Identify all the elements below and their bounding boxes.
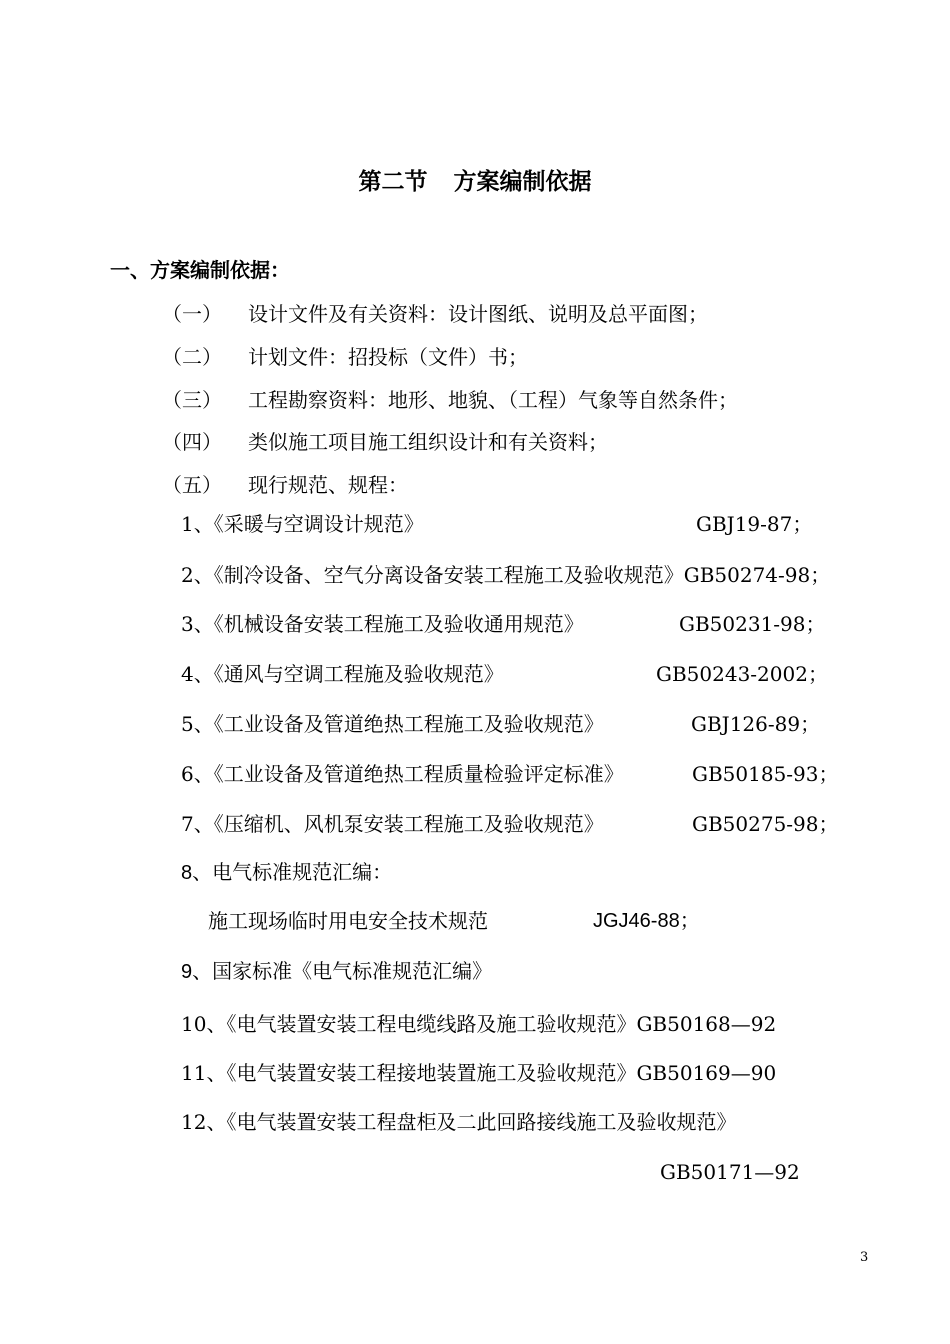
sub-item-number: （二） xyxy=(162,345,222,369)
standard-name: 1、《采暖与空调设计规范》 xyxy=(181,512,424,536)
section-number: 第二节 xyxy=(358,168,428,195)
sub-item-number: （一） xyxy=(162,302,222,326)
sub-item-text: 计划文件：招投标（文件）书； xyxy=(248,345,528,369)
sub-item-number: （五） xyxy=(162,473,222,497)
standard-name: 2、《制冷设备、空气分离设备安装工程施工及验收规范》GB50274-98； xyxy=(181,563,831,587)
standard-code: GB50231-98； xyxy=(679,612,826,636)
standard-name: 6、《工业设备及管道绝热工程质量检验评定标准》 xyxy=(181,762,624,786)
standard-code: GBJ126-89； xyxy=(691,712,821,736)
standard-item-5 xyxy=(181,712,821,736)
sub-item-number: （四） xyxy=(162,430,222,454)
sub-item-text: 设计文件及有关资料：设计图纸、说明及总平面图； xyxy=(248,302,708,326)
sub-item-number: （三） xyxy=(162,388,222,412)
standard-name: 施工现场临时用电安全技术规范 xyxy=(208,909,488,933)
section-title xyxy=(0,170,950,194)
standard-item-2 xyxy=(181,563,830,587)
standard-item-1 xyxy=(181,512,813,536)
section-name: 方案编制依据 xyxy=(453,168,592,195)
heading-basis: 一、方案编制依据： xyxy=(110,260,290,282)
standard-name: 4、《通风与空调工程施及验收规范》 xyxy=(181,662,504,686)
standard-item-10: 10、《电气装置安装工程电缆线路及施工验收规范》GB50168—92 xyxy=(181,1012,777,1036)
sub-item-text: 类似施工项目施工组织设计和有关资料； xyxy=(248,430,608,454)
standard-code: JGJ46-88； xyxy=(593,910,700,932)
standard-code: GBJ19-87； xyxy=(696,512,813,536)
standard-item-3 xyxy=(181,612,826,636)
standard-name: 5、《工业设备及管道绝热工程施工及验收规范》 xyxy=(181,712,604,736)
standard-item-8-sub xyxy=(208,909,700,933)
standard-item-4 xyxy=(181,662,828,686)
sub-item-text: 现行规范、规程： xyxy=(248,473,408,497)
electrical-standards-header: 8、电气标准规范汇编： xyxy=(181,862,393,884)
standard-item-11: 11、《电气装置安装工程接地装置施工及验收规范》GB50169—90 xyxy=(181,1061,777,1085)
standard-item-7 xyxy=(181,812,839,836)
standard-code: GB50275-98； xyxy=(692,812,839,836)
standard-item-12: 12、《电气装置安装工程盘柜及二此回路接线施工及验收规范》 xyxy=(181,1110,737,1134)
page-number: 3 xyxy=(860,1250,869,1265)
sub-item-text: 工程勘察资料：地形、地貌、（工程）气象等自然条件； xyxy=(248,388,738,412)
standard-name: 3、《机械设备安装工程施工及验收通用规范》 xyxy=(181,612,584,636)
standard-item-6 xyxy=(181,762,839,786)
standard-code: GB50185-93； xyxy=(692,762,839,786)
standard-item-12-code: GB50171—92 xyxy=(660,1160,800,1184)
standard-item-9: 9、国家标准《电气标准规范汇编》 xyxy=(181,961,493,983)
standard-code: GB50243-2002； xyxy=(656,662,828,686)
standard-name: 7、《压缩机、风机泵安装工程施工及验收规范》 xyxy=(181,812,604,836)
